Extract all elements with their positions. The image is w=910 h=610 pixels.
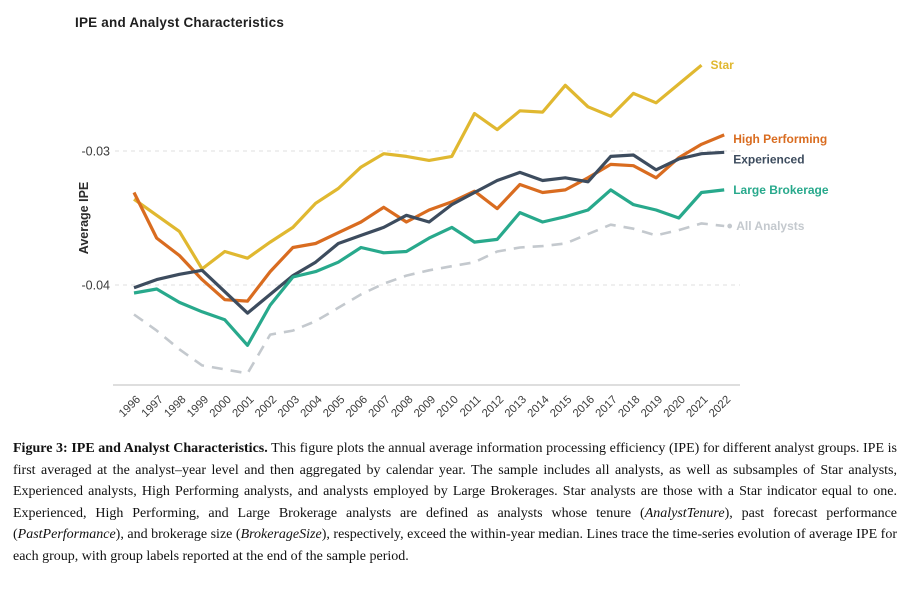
all-analysts-marker-dot — [727, 224, 732, 229]
large-brokerage-series-label: Large Brokerage — [733, 182, 829, 197]
star-series-label: Star — [710, 58, 734, 73]
x-tick-label: 1998 — [162, 393, 189, 420]
x-tick-label: 2011 — [457, 393, 484, 420]
x-tick-label: 2020 — [661, 393, 688, 420]
x-tick-label: 2019 — [638, 393, 666, 420]
caption-segment: ), past forecast performance ( — [13, 505, 898, 542]
large-brokerage-line — [134, 190, 724, 345]
x-tick-label: 2012 — [480, 393, 507, 420]
y-tick-label: -0.04 — [81, 278, 110, 293]
caption-segment: ), respectively, exceed the within-year median. Lines trace the time-series evolution of average IPE for each group, with group labels reported at the end of the sample period. — [13, 527, 897, 564]
x-tick-label: 1996 — [116, 393, 144, 420]
x-tick-label: 2009 — [411, 393, 439, 420]
high-performing-series-label: High Performing — [733, 131, 828, 146]
x-tick-label: 2018 — [616, 393, 643, 420]
caption-segment: BrokerageSize — [240, 527, 322, 542]
x-tick-label: 2014 — [525, 393, 552, 420]
y-tick-label: -0.03 — [81, 144, 110, 159]
caption-segment: This figure plots the annual average information processing efficiency (IPE) for different analyst groups. IPE is first averaged at the analyst–year level and then aggregated by calendar year. The sample includes all analysts, as well as subsamples of Star analysts, Experienced analysts, High Performing analysts, and analysts employed by Large Brokerages. Star analysts are those with a Star indicator equal to one. Experienced, High Performing, and Large Brokerage analysts are defined as analysts whose tenure ( — [13, 441, 897, 521]
x-tick-label: 2016 — [570, 393, 598, 420]
x-tick-label: 2010 — [434, 393, 461, 420]
x-tick-label: 2021 — [684, 393, 711, 420]
x-tick-label: 2007 — [366, 393, 393, 420]
y-axis-label: Average IPE — [77, 181, 91, 255]
x-tick-label: 2003 — [275, 393, 303, 420]
caption-segment: ), and brokerage size ( — [115, 527, 241, 542]
x-tick-label: 2008 — [389, 393, 416, 420]
x-tick-label: 2002 — [253, 393, 280, 420]
figure-caption — [13, 438, 897, 567]
all-analysts-series-label: All Analysts — [736, 219, 805, 234]
experienced-series-label: Experienced — [733, 152, 805, 167]
x-tick-label: 2013 — [502, 393, 530, 420]
x-tick-label: 2015 — [548, 393, 575, 420]
chart-title: IPE and Analyst Characteristics — [75, 15, 285, 30]
x-tick-label: 2001 — [230, 393, 257, 420]
x-tick-label: 2022 — [707, 393, 734, 420]
x-tick-label: 2017 — [593, 393, 620, 420]
star-line — [134, 65, 702, 269]
experienced-line — [134, 152, 724, 313]
caption-segment: Figure 3: IPE and Analyst Characteristics. — [13, 441, 268, 456]
x-tick-label: 2004 — [298, 393, 325, 420]
x-tick-label: 2006 — [343, 393, 371, 420]
x-tick-label: 2000 — [207, 393, 234, 420]
x-tick-label: 1999 — [184, 393, 212, 420]
caption-segment: AnalystTenure — [644, 505, 725, 521]
x-tick-label: 2005 — [321, 393, 348, 420]
caption-segment: PastPerformance — [17, 527, 116, 542]
x-tick-label: 1997 — [139, 393, 166, 420]
